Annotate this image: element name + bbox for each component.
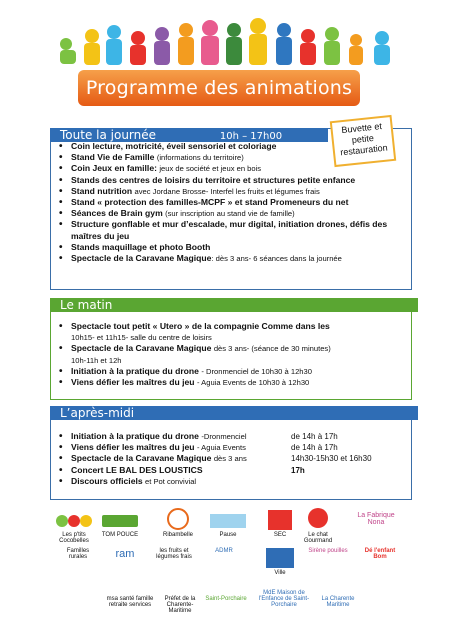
logo-ribambelle: Ribambelle: [158, 508, 198, 538]
list-item: • Stand nutrition avec Jordane Brosse- Interfel les fruits et légumes frais: [59, 186, 405, 197]
list-item: • Coin Jeux en famille: jeux de société et jeux en bois: [59, 163, 405, 174]
list-item: • Spectacle de la Caravane Magique dès 3 ans- (séance de 30 minutes) 10h-11h et 12h: [59, 343, 405, 365]
section-afternoon-title: L’après-midi: [60, 406, 135, 420]
logo-msa: msa santé famille retraite services: [106, 596, 154, 608]
logo-admr: ADMR: [215, 548, 233, 554]
list-item: • Spectacle tout petit « Utero » de la compagnie Comme dans les 10h15- et 11h15- salle du centre de loisirs: [59, 321, 405, 343]
section-morning-header: [50, 298, 418, 312]
logo-ram: ram: [115, 548, 135, 560]
logo-ville: Ville: [266, 548, 294, 576]
logo-pause: Pause: [208, 512, 248, 538]
list-item: • Coin lecture, motricité, éveil sensoriel et coloriage: [59, 141, 405, 152]
list-item: • Spectacle de la Caravane Magique: dès 3 ans- 6 séances dans la journée: [59, 253, 405, 264]
list-item: • Spectacle de la Caravane Magique dès 3 ans 14h30-15h30 et 16h30: [59, 453, 405, 464]
logo-prefet: Préfet de la Charente-Maritime: [164, 596, 196, 614]
logo-charente-maritime: La Charente Maritime: [321, 596, 355, 608]
logo-sirene-pouilles: Sirène pouilles: [308, 548, 348, 554]
afternoon-list: [59, 431, 405, 487]
logo-enfant-bom: Dé l'enfant Bom: [364, 548, 396, 560]
logo-fruits-legumes: les fruits et légumes frais: [156, 548, 192, 560]
section-morning: [50, 298, 412, 400]
list-item: • Viens défier les maîtres du jeu - Aguia Events de 10h30 à 12h30: [59, 377, 405, 388]
list-item: • Structure gonflable et mur d’escalade, mur digital, initiation drones, défis des maîtres du jeu: [59, 219, 405, 241]
list-item: • Stands des centres de loisirs du territoire et structures petite enfance: [59, 175, 405, 186]
section-all-day-title: Toute la journée: [60, 128, 157, 142]
section-afternoon: [50, 406, 412, 500]
list-item: • Discours officiels et Pot convivial: [59, 476, 405, 487]
list-item: • Initiation à la pratique du drone -Dronmenciel de 14h à 17h: [59, 431, 405, 442]
list-item: • Stands maquillage et photo Booth: [59, 242, 405, 253]
list-item: • Concert LE BAL DES LOUSTICS 17h: [59, 465, 405, 476]
list-item: • Séances de Brain gym (sur inscription au stand vie de famille): [59, 208, 405, 219]
refreshment-note: Buvette et petite restauration: [330, 115, 396, 167]
logo-tom-pouce: TOM POUCE: [100, 512, 140, 538]
logo-saint-porchaire: Saint-Porchaire: [205, 596, 247, 602]
section-all-day-hours: 10h – 17h00: [219, 131, 283, 142]
logo-chat-gourmand: Le chat Gourmand: [298, 506, 338, 544]
list-item: • Viens défier les maîtres du jeu - Aguia Events de 14h à 17h: [59, 442, 405, 453]
program-title-banner: Programme des animations: [78, 70, 360, 106]
section-all-day-header: [50, 128, 328, 142]
morning-list: [59, 321, 405, 388]
list-item: • Stand Vie de Famille (informations du territoire): [59, 152, 405, 163]
logo-sec: SEC: [268, 510, 292, 538]
logo-fabrique-nona: La Fabrique Nona: [357, 512, 395, 526]
list-item: • Initiation à la pratique du drone - Dronmenciel de 10h30 à 12h30: [59, 366, 405, 377]
section-afternoon-header: [50, 406, 418, 420]
logo-ptits-cocobelles: Les p'tits Cocobelles: [54, 512, 94, 544]
section-morning-title: Le matin: [60, 298, 113, 312]
logo-familles-rurales: Familles rurales: [66, 548, 90, 560]
list-item: • Stand « protection des familles-MCPF » et stand Promeneurs du net: [59, 197, 405, 208]
logo-mde: MdE Maison de l'Enfance de Saint-Porchaire: [258, 590, 310, 608]
children-silhouettes-illustration: [52, 14, 402, 68]
